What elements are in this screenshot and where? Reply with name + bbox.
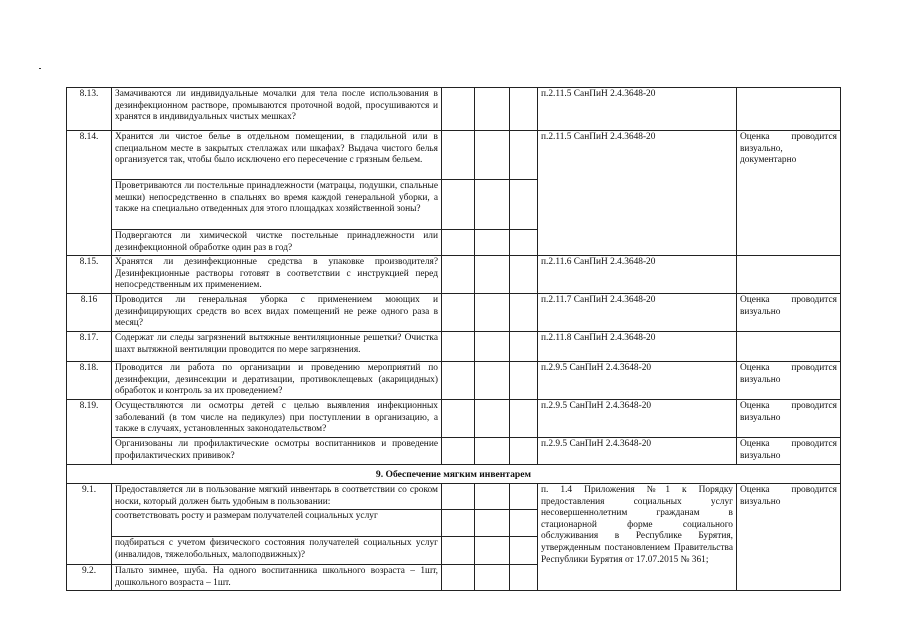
answer-yes-cell <box>442 438 475 465</box>
item-number: 8.14. <box>67 131 112 256</box>
note-cell: Оценка проводится визуально <box>737 362 841 400</box>
answer-no-cell <box>475 484 510 510</box>
answer-yes-cell <box>442 362 475 400</box>
table-row <box>67 362 841 400</box>
answer-no-cell <box>475 131 510 180</box>
question-cell: Замачиваются ли индивидуальные мочалки для тела после использования в дезинфекционном растворе, промываются проточной водой, просушиваются и хранятся в индивидуальных чистых мешках? <box>112 88 442 131</box>
table-row <box>67 400 841 438</box>
item-number: 8.15. <box>67 256 112 294</box>
reference-cell: п.2.11.7 СанПиН 2.4.3648-20 <box>538 294 737 332</box>
section-title: 9. Обеспечение мягким инвентарем <box>67 465 841 484</box>
answer-no-cell <box>475 256 510 294</box>
answer-yes-cell <box>442 88 475 131</box>
answer-no-cell <box>475 332 510 362</box>
item-number: 9.2. <box>67 565 112 591</box>
table-row <box>67 484 841 510</box>
note-cell: Оценка проводится визуально, документарно <box>737 131 841 256</box>
answer-yes-cell <box>442 332 475 362</box>
note-cell: Оценка проводится визуально <box>737 400 841 438</box>
reference-cell: п.2.9.5 СанПиН 2.4.3648-20 <box>538 438 737 465</box>
note-cell <box>737 88 841 131</box>
reference-cell: п. 1.4 Приложения №1 к Порядку предоставления социальных услуг несовершеннолетним гражданам в стационарной форме социального обслуживания в Республике Бурятия, утвержденным постановлением Правительства Республики Бурятия от 17.07.2015 № 361; <box>538 484 737 591</box>
answer-no-cell <box>475 180 510 230</box>
answer-na-cell <box>510 180 538 230</box>
answer-no-cell <box>475 565 510 591</box>
answer-yes-cell <box>442 131 475 180</box>
reference-cell: п.2.11.8 СанПиН 2.4.3648-20 <box>538 332 737 362</box>
answer-na-cell <box>510 400 538 438</box>
note-cell: Оценка проводится визуально <box>737 484 841 591</box>
table-row <box>67 332 841 362</box>
reference-cell: п.2.9.5 СанПиН 2.4.3648-20 <box>538 400 737 438</box>
section-header-row <box>67 465 841 484</box>
answer-yes-cell <box>442 180 475 230</box>
answer-na-cell <box>510 565 538 591</box>
table-row <box>67 294 841 332</box>
answer-yes-cell <box>442 565 475 591</box>
question-cell: Проводится ли генеральная уборка с применением моющих и дезинфицирующих средств во всех видах помещений не реже одного раза в месяц? <box>112 294 442 332</box>
answer-no-cell <box>475 400 510 438</box>
table-row <box>67 88 841 131</box>
note-cell <box>737 332 841 362</box>
answer-no-cell <box>475 88 510 131</box>
item-number: 8.19. <box>67 400 112 465</box>
question-cell: Организованы ли профилактические осмотры воспитанников и проведение профилактических прививок? <box>112 438 442 465</box>
note-cell: Оценка проводится визуально <box>737 438 841 465</box>
answer-yes-cell <box>442 230 475 256</box>
answer-yes-cell <box>442 400 475 438</box>
reference-cell: п.2.9.5 СанПиН 2.4.3648-20 <box>538 362 737 400</box>
answer-no-cell <box>475 230 510 256</box>
answer-na-cell <box>510 256 538 294</box>
checklist-table <box>66 87 841 591</box>
answer-na-cell <box>510 484 538 510</box>
question-cell: Подвергаются ли химической чистке постельные принадлежности или дезинфекционной обработке один раз в год? <box>112 230 442 256</box>
answer-na-cell <box>510 362 538 400</box>
question-cell: Пальто зимнее, шуба. На одного воспитанника школьного возраста – 1шт, дошкольного возраста – 1шт. <box>112 565 442 591</box>
answer-na-cell <box>510 537 538 565</box>
question-cell: соответствовать росту и размерам получателей социальных услуг <box>112 510 442 537</box>
item-number: 8.13. <box>67 88 112 131</box>
question-cell: Предоставляется ли в пользование мягкий инвентарь в соответствии со сроком носки, который должен быть удобным в пользовании: <box>112 484 442 510</box>
answer-yes-cell <box>442 537 475 565</box>
answer-na-cell <box>510 332 538 362</box>
answer-no-cell <box>475 510 510 537</box>
scan-speck <box>39 68 41 69</box>
note-cell <box>737 256 841 294</box>
answer-no-cell <box>475 537 510 565</box>
question-cell: Проветриваются ли постельные принадлежности (матрацы, подушки, спальные мешки) непосредственно в спальнях во время каждой генеральной уборки, а также на специально отведенных для этого площадках хозяйственной зоны? <box>112 180 442 230</box>
reference-cell: п.2.11.6 СанПиН 2.4.3648-20 <box>538 256 737 294</box>
answer-yes-cell <box>442 484 475 510</box>
answer-na-cell <box>510 230 538 256</box>
item-number: 9.1. <box>67 484 112 565</box>
answer-yes-cell <box>442 510 475 537</box>
item-number: 8.17. <box>67 332 112 362</box>
table-row <box>67 438 841 465</box>
answer-yes-cell <box>442 294 475 332</box>
answer-no-cell <box>475 362 510 400</box>
question-cell: подбираться с учетом физического состояния получателей социальных услуг (инвалидов, тяжелобольных, малоподвижных)? <box>112 537 442 565</box>
question-cell: Проводится ли работа по организации и проведению мероприятий по дезинфекции, дезинсекции и дератизации, противоклещевых (акарицидных) обработок и контроль за их проведением? <box>112 362 442 400</box>
note-cell: Оценка проводится визуально <box>737 294 841 332</box>
answer-na-cell <box>510 88 538 131</box>
reference-cell: п.2.11.5 СанПиН 2.4.3648-20 <box>538 88 737 131</box>
answer-na-cell <box>510 438 538 465</box>
question-cell: Хранятся ли дезинфекционные средства в упаковке производителя? Дезинфекционные растворы готовят в соответствии с инструкцией перед непосредственным их применением. <box>112 256 442 294</box>
table-row <box>67 131 841 180</box>
answer-na-cell <box>510 294 538 332</box>
answer-yes-cell <box>442 256 475 294</box>
answer-na-cell <box>510 510 538 537</box>
reference-cell: п.2.11.5 СанПиН 2.4.3648-20 <box>538 131 737 256</box>
question-cell: Осуществляются ли осмотры детей с целью выявления инфекционных заболеваний (в том числе на педикулез) при поступлении в организацию, а также в случаях, установленных законодательством? <box>112 400 442 438</box>
answer-no-cell <box>475 438 510 465</box>
answer-no-cell <box>475 294 510 332</box>
question-cell: Хранится ли чистое белье в отдельном помещении, в гладильной или в специальном месте в закрытых стеллажах или шкафах? Выдача чистого белья организуется так, чтобы было исключено его пересечение с грязным бельем. <box>112 131 442 180</box>
question-cell: Содержат ли следы загрязнений вытяжные вентиляционные решетки? Очистка шахт вытяжной вентиляции проводится по мере загрязнения. <box>112 332 442 362</box>
item-number: 8.16 <box>67 294 112 332</box>
item-number: 8.18. <box>67 362 112 400</box>
table-row <box>67 256 841 294</box>
answer-na-cell <box>510 131 538 180</box>
